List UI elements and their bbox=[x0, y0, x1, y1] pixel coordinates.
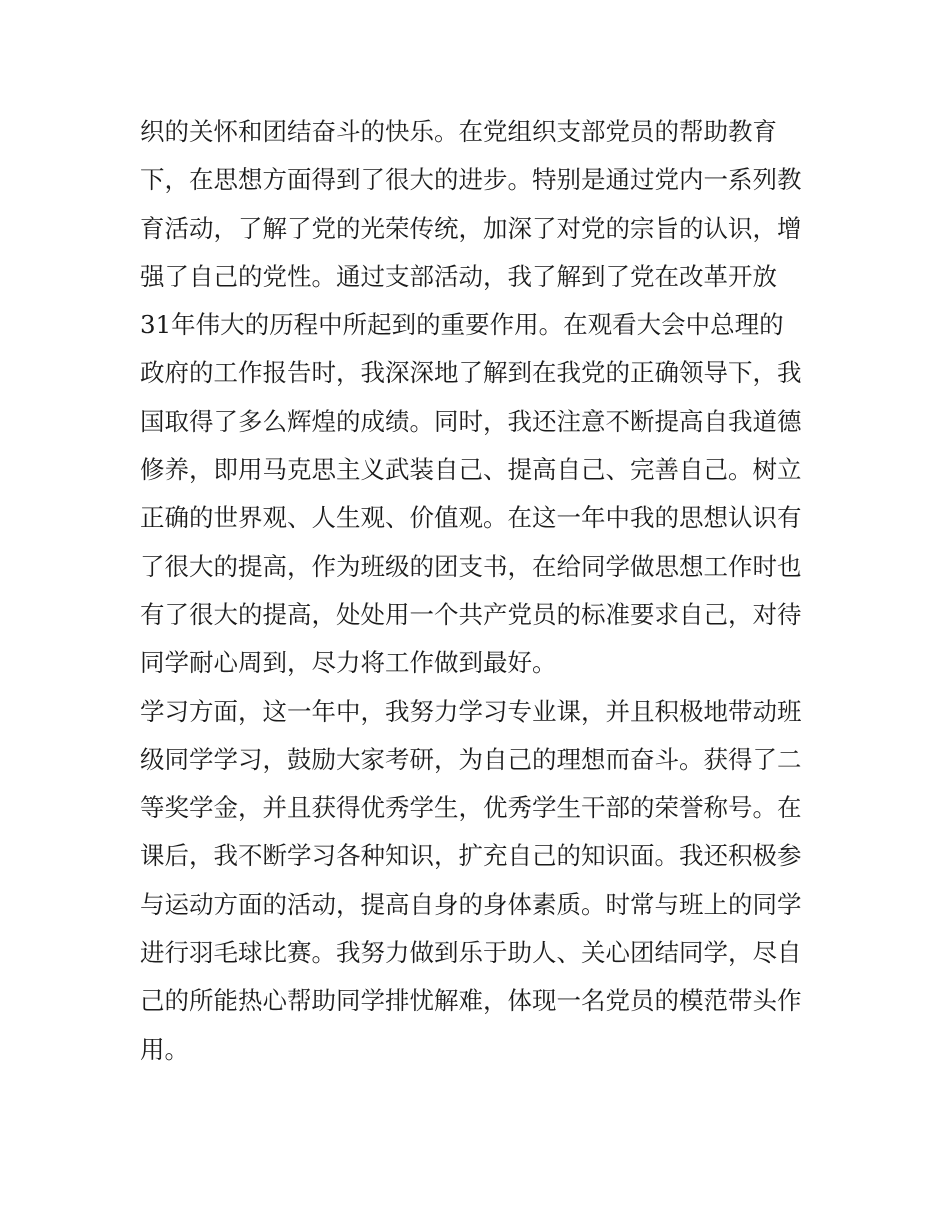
text-line: 下，在思想方面得到了很大的进步。特别是通过党内一系列教 bbox=[140, 165, 802, 195]
text-line: 进行羽毛球比赛。我努力做到乐于助人、关心团结同学，尽自 bbox=[140, 938, 802, 968]
text-line: 己的所能热心帮助同学排忧解难，体现一名党员的模范带头作 bbox=[140, 986, 802, 1016]
text-line: 与运动方面的活动，提高自身的身体素质。时常与班上的同学 bbox=[140, 889, 802, 919]
text-line: 等奖学金，并且获得优秀学生，优秀学生干部的荣誉称号。在 bbox=[140, 793, 802, 823]
text-line: 学习方面，这一年中，我努力学习专业课，并且积极地带动班 bbox=[140, 696, 802, 726]
text-line: 级同学学习，鼓励大家考研，为自己的理想而奋斗。获得了二 bbox=[140, 744, 802, 774]
text-line: 国取得了多么辉煌的成绩。同时，我还注意不断提高自我道德 bbox=[140, 406, 802, 436]
text-line: 有了很大的提高，处处用一个共产党员的标准要求自己，对待 bbox=[140, 599, 802, 629]
text-line: 课后，我不断学习各种知识，扩充自己的知识面。我还积极参 bbox=[140, 841, 802, 871]
text-line: 修养，即用马克思主义武装自己、提高自己、完善自己。树立 bbox=[140, 455, 802, 485]
text-line: 用。 bbox=[140, 1034, 189, 1064]
text-line: 31年伟大的历程中所起到的重要作用。在观看大会中总理的 bbox=[140, 310, 784, 340]
text-line: 政府的工作报告时，我深深地了解到在我党的正确领导下，我 bbox=[140, 358, 802, 388]
document-body bbox=[140, 108, 820, 1074]
text-line: 育活动，了解了党的光荣传统，加深了对党的宗旨的认识，增 bbox=[140, 213, 802, 243]
text-line: 织的关怀和团结奋斗的快乐。在党组织支部党员的帮助教育 bbox=[140, 117, 777, 146]
text-line: 了很大的提高，作为班级的团支书，在给同学做思想工作时也 bbox=[140, 551, 802, 581]
text-line: 正确的世界观、人生观、价值观。在这一年中我的思想认识有 bbox=[140, 503, 802, 533]
text-line: 同学耐心周到，尽力将工作做到最好。 bbox=[140, 648, 557, 678]
text-line: 强了自己的党性。通过支部活动，我了解到了党在改革开放 bbox=[140, 261, 777, 291]
